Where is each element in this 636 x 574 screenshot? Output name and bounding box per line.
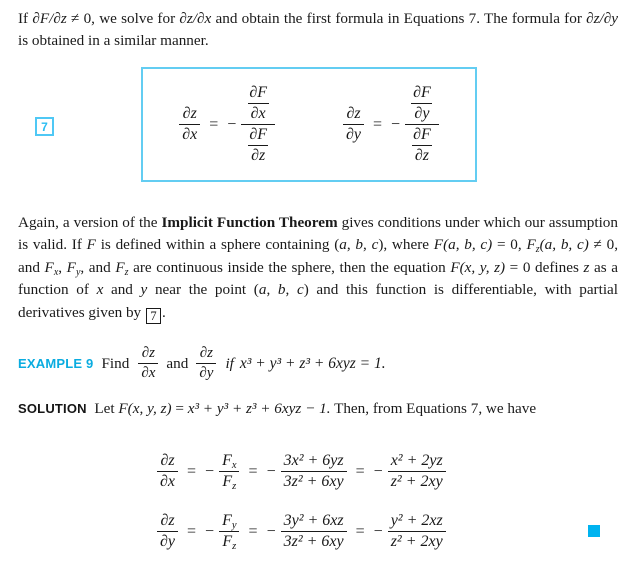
partial-z-partial-x: ∂z/∂x xyxy=(179,10,212,27)
row2-lhs-denominator: ∂y xyxy=(157,531,178,551)
implicit-function-theorem-name: Implicit Function Theorem xyxy=(161,214,338,231)
F-z-at-abc: (a, b, c) xyxy=(539,236,589,254)
row2-Fy-base: F xyxy=(222,512,232,529)
subscript-z-2: z xyxy=(124,266,129,278)
intro-text-b: ≠ 0, we solve for xyxy=(66,10,180,27)
var-a-2: a xyxy=(258,281,267,299)
row1-step3-denominator: z² + 2xy xyxy=(388,471,446,491)
row2-Fz-sub: z xyxy=(232,540,237,552)
row2-minus-3: − xyxy=(373,522,383,540)
theorem-text-14: ) and this function is differentiable, with partial derivatives given by xyxy=(18,281,619,321)
row2-Fz xyxy=(219,531,239,551)
var-F-x: F xyxy=(44,258,54,276)
dz-dy-numerator: ∂z xyxy=(346,105,361,122)
dF-dx-numerator: ∂F xyxy=(249,84,267,101)
var-F-y: F xyxy=(66,258,76,276)
theorem-text-12: and xyxy=(103,281,141,299)
and-word: and xyxy=(166,354,189,372)
row1-Fx-sub: x xyxy=(231,459,237,471)
row1-step2-fraction xyxy=(281,452,347,491)
equation-7-formula-2 xyxy=(341,84,441,165)
row2-Fy-sub: y xyxy=(231,519,237,531)
row2-step3-numerator: y² + 2xz xyxy=(390,512,443,529)
comma-2: , xyxy=(363,236,372,254)
comma-3: , xyxy=(58,258,67,276)
row1-equals-3: = xyxy=(355,462,365,480)
example-equation: x³ + y³ + z³ + 6xyz = 1. xyxy=(239,354,386,372)
theorem-text-10: = 0 defines xyxy=(505,258,584,276)
row1-step2-denominator: 3z² + 6xy xyxy=(281,471,347,491)
example-9-label: EXAMPLE 9 xyxy=(18,356,94,371)
end-of-example-square-icon xyxy=(588,525,600,537)
dF-dx-denominator: ∂x xyxy=(248,103,269,123)
row2-step2-denominator: 3z² + 6xy xyxy=(281,531,347,551)
dz-dx-denominator: ∂x xyxy=(179,124,200,144)
equation-7-formula-1 xyxy=(177,84,277,165)
numerator-dF-dy xyxy=(405,84,439,124)
numerator-dF-dx xyxy=(241,84,275,124)
period-end: . xyxy=(161,303,166,321)
var-a: a xyxy=(339,236,347,254)
row1-Fx xyxy=(219,452,239,471)
solution-paragraph xyxy=(18,398,618,420)
row1-equals-2: = xyxy=(248,462,258,480)
row2-equals-1: = xyxy=(187,522,197,540)
dF-dz-numerator-2: ∂F xyxy=(413,126,431,143)
theorem-text-4: ), where xyxy=(378,236,434,254)
row2-Fz-base: F xyxy=(222,533,233,550)
var-c-2: c xyxy=(296,281,304,299)
row1-lhs-denominator: ∂x xyxy=(157,471,178,491)
F-at-abc: F(a, b, c) xyxy=(433,236,493,254)
row1-Fx-base: F xyxy=(222,452,232,469)
var-b: b xyxy=(355,236,364,254)
theorem-text-6: ≠ 0, and xyxy=(18,236,619,276)
intro-text-d: is obtained in a similar manner. xyxy=(18,32,209,50)
row1-lhs-numerator: ∂z xyxy=(160,452,175,469)
row2-dz-dy-fraction xyxy=(157,512,178,551)
dz-dx-fraction xyxy=(179,105,200,144)
find-word: Find xyxy=(101,354,130,372)
minus-sign: − xyxy=(227,115,237,133)
derivation-row-2 xyxy=(155,512,448,551)
example-dz-dx-numerator: ∂z xyxy=(141,345,155,361)
theorem-text-13: near the point ( xyxy=(147,281,259,299)
example-dz-dy-fraction xyxy=(196,345,216,382)
row1-step3-fraction xyxy=(388,452,446,491)
row2-equals-2: = xyxy=(248,522,258,540)
row2-minus-1: − xyxy=(205,522,215,540)
row1-Fz-base: F xyxy=(222,473,233,490)
intro-text-c: and obtain the first formula in Equations 7. The formula for xyxy=(211,10,587,27)
F-of-xyz: F(x, y, z) xyxy=(450,258,506,276)
row2-step3-fraction xyxy=(388,512,446,551)
solution-label: SOLUTION xyxy=(18,401,87,416)
row1-dz-dx-fraction xyxy=(157,452,178,491)
theorem-text-11: as a function of xyxy=(18,258,618,299)
dF-dy-numerator: ∂F xyxy=(413,84,431,101)
intro-text-a: If xyxy=(18,10,33,27)
derivation-row-1 xyxy=(155,452,448,491)
var-F: F xyxy=(86,236,96,254)
row2-minus-2: − xyxy=(266,522,276,540)
row1-Fz-sub: z xyxy=(232,480,237,492)
row2-Fy-over-Fz xyxy=(219,512,239,551)
var-c: c xyxy=(371,236,379,254)
example-dz-dx-denominator: ∂x xyxy=(138,363,158,382)
theorem-text-2: gives conditions under which our assumption is valid. If xyxy=(18,214,618,254)
var-z: z xyxy=(583,258,590,276)
example-dz-dy xyxy=(194,345,218,382)
denominator-dF-dz xyxy=(241,124,275,165)
equals-literal: = xyxy=(171,400,188,417)
example-dz-dx-fraction xyxy=(138,345,158,382)
dF-dz-fraction xyxy=(246,126,270,165)
then-text: Then, from Equations 7, we have xyxy=(334,400,537,417)
dF-dz-fraction-2 xyxy=(410,126,434,165)
dz-dy-denominator: ∂y xyxy=(343,124,364,144)
equations-7-box xyxy=(141,67,477,182)
F-definition-lhs: F(x, y, z) xyxy=(118,400,172,417)
comma-1: , xyxy=(346,236,356,254)
subscript-z: z xyxy=(535,244,540,256)
row1-minus-1: − xyxy=(205,462,215,480)
denominator-dF-dz-2 xyxy=(405,124,439,165)
var-y: y xyxy=(140,281,148,299)
row1-minus-2: − xyxy=(266,462,276,480)
partial-z-partial-y: ∂z/∂y xyxy=(586,10,618,27)
row1-step2-numerator: 3x² + 6yz xyxy=(283,452,344,469)
minus-sign-2: − xyxy=(391,115,401,133)
dF-dy-fraction xyxy=(410,84,434,123)
equation-reference-7: 7 xyxy=(146,308,161,324)
example-9-heading xyxy=(18,345,386,382)
dF-dy-denominator: ∂y xyxy=(411,103,432,123)
theorem-text-9: are continuous inside the sphere, then the equation xyxy=(128,258,451,276)
row1-minus-3: − xyxy=(373,462,383,480)
equation-number-tag-7 xyxy=(35,117,54,136)
dFdy-over-dFdz-fraction xyxy=(405,84,439,165)
row1-step3-numerator: x² + 2yz xyxy=(390,452,443,469)
partial-F-partial-z: ∂F/∂z xyxy=(32,10,67,27)
row2-step2-fraction xyxy=(281,512,347,551)
var-F-z-2: F xyxy=(115,258,125,276)
dz-dy-fraction xyxy=(343,105,364,144)
dz-dx-numerator: ∂z xyxy=(182,105,197,122)
row1-equals-1: = xyxy=(187,462,197,480)
subscript-y: y xyxy=(75,266,81,278)
theorem-text-1: Again, a version of the xyxy=(18,214,162,231)
row2-lhs-numerator: ∂z xyxy=(160,512,175,529)
implicit-function-theorem-paragraph xyxy=(18,212,618,324)
var-x: x xyxy=(96,281,104,299)
var-b-2: b xyxy=(277,281,286,299)
theorem-text-8: , and xyxy=(80,258,116,276)
equation-number-tag-label: 7 xyxy=(41,119,48,134)
row2-equals-3: = xyxy=(355,522,365,540)
dF-dx-fraction xyxy=(246,84,270,123)
dFdx-over-dFdz-fraction xyxy=(241,84,275,165)
row2-Fy xyxy=(219,512,239,531)
row2-step3-denominator: z² + 2xy xyxy=(388,531,446,551)
theorem-text-3: is defined within a sphere containing ( xyxy=(95,236,340,254)
example-dz-dy-denominator: ∂y xyxy=(196,363,216,382)
subscript-x: x xyxy=(53,266,59,278)
dF-dz-denominator-2: ∂z xyxy=(412,145,432,165)
intro-paragraph xyxy=(18,8,618,53)
dF-dz-denominator: ∂z xyxy=(248,145,268,165)
example-dz-dy-numerator: ∂z xyxy=(199,345,214,361)
comma-4: , xyxy=(266,281,278,299)
F-definition-rhs: x³ + y³ + z³ + 6xyz − 1. xyxy=(187,400,331,417)
dF-dz-numerator: ∂F xyxy=(249,126,267,143)
row1-Fx-over-Fz xyxy=(219,452,239,491)
comma-5: , xyxy=(285,281,297,299)
theorem-text-5: = 0, xyxy=(492,236,527,254)
var-F-z: F xyxy=(526,236,536,254)
row1-Fz xyxy=(219,471,239,491)
let-word: Let xyxy=(94,400,115,417)
equals-sign: = xyxy=(209,115,219,133)
example-dz-dx xyxy=(136,345,160,382)
if-word: if xyxy=(225,354,234,372)
row2-step2-numerator: 3y² + 6xz xyxy=(283,512,344,529)
equals-sign-2: = xyxy=(373,115,383,133)
